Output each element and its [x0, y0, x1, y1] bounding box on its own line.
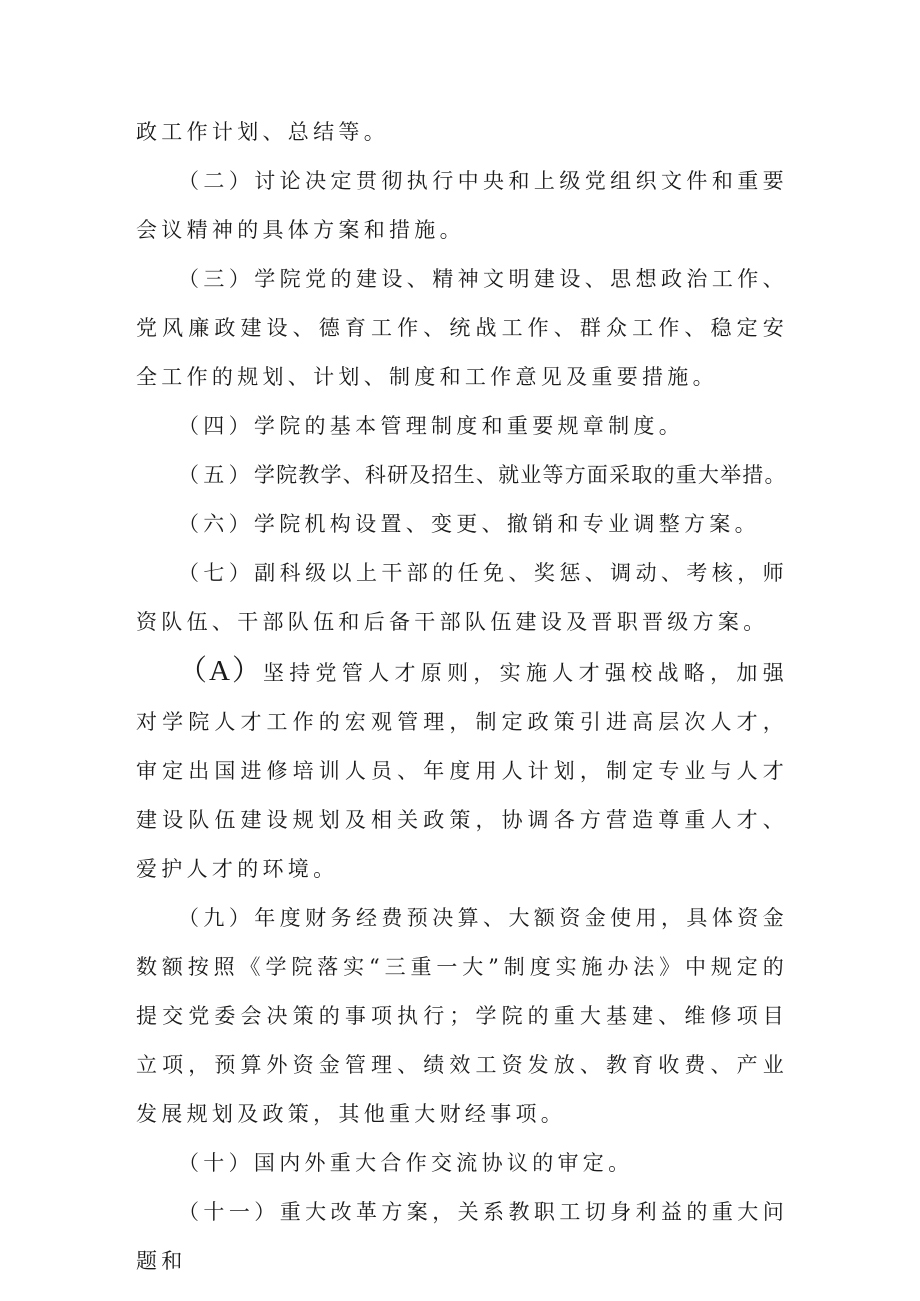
paragraph-text: 国内外重大合作交流协议的审定。: [253, 1151, 634, 1175]
paragraph-label: （五）: [178, 463, 254, 487]
paragraph-label: （六）: [178, 512, 254, 536]
paragraph-text: 年度财务经费预决算、大额资金使用，具体资金数额按照《学院落实“三重一大”制度实施办法》中规定的提交党委会决策的事项执行；学院的重大基建、维修项目立项，预算外资金管理、绩效工资发放、教育收费、产业发展规划及政策，其他重大财经事项。: [136, 906, 788, 1126]
paragraph-item-5: [136, 451, 788, 500]
paragraph-label: （A）: [178, 655, 263, 687]
paragraph-label: （九）: [178, 906, 255, 930]
paragraph-item-8: [136, 647, 788, 894]
paragraph-text: 学院的基本管理制度和重要规章制度。: [253, 414, 685, 438]
paragraph-item-7: [136, 549, 788, 647]
paragraph-item-6: [136, 500, 788, 549]
paragraph-label: （十）: [178, 1151, 254, 1175]
paragraph-item-11: [136, 1188, 788, 1286]
paragraph-text: 讨论决定贯彻执行中央和上级党组织文件和重要会议精神的具体方案和措施。: [136, 169, 788, 242]
paragraph-label: （十一）: [178, 1200, 280, 1224]
paragraph-text: 学院教学、科研及招生、就业等方面采取的重大举措。: [253, 463, 787, 487]
paragraph-item-2: [136, 157, 788, 255]
paragraph-item-3: [136, 255, 788, 402]
paragraph-text: 学院机构设置、变更、撤销和专业调整方案。: [253, 512, 760, 536]
paragraph-label: （三）: [178, 267, 255, 291]
paragraph-label: （四）: [178, 414, 254, 438]
paragraph-text: 学院党的建设、精神文明建设、思想政治工作、党风廉政建设、德育工作、统战工作、群众工作、稳定安全工作的规划、计划、制度和工作意见及重要措施。: [136, 267, 788, 389]
paragraph-item-9: [136, 894, 788, 1139]
paragraph-text: 政工作计划、总结等。: [136, 120, 389, 144]
paragraph-text: 副科级以上干部的任免、奖惩、调动、考核，师资队伍、干部队伍和后备干部队伍建设及晋职晋级方案。: [136, 561, 788, 634]
paragraph-continuation: [136, 108, 788, 157]
paragraph-item-4: [136, 402, 788, 451]
document-body: [136, 108, 788, 1286]
paragraph-item-10: [136, 1139, 788, 1188]
paragraph-text: 重大改革方案，关系教职工切身利益的重大问题和: [136, 1200, 788, 1273]
paragraph-label: （二）: [178, 169, 255, 193]
paragraph-text: 坚持党管人才原则，实施人才强校战略，加强对学院人才工作的宏观管理，制定政策引进高层次人才，审定出国进修培训人员、年度用人计划，制定专业与人才建设队伍建设规划及相关政策，协调各方营造尊重人才、爱护人才的环境。: [136, 661, 788, 881]
paragraph-label: （七）: [178, 561, 255, 585]
